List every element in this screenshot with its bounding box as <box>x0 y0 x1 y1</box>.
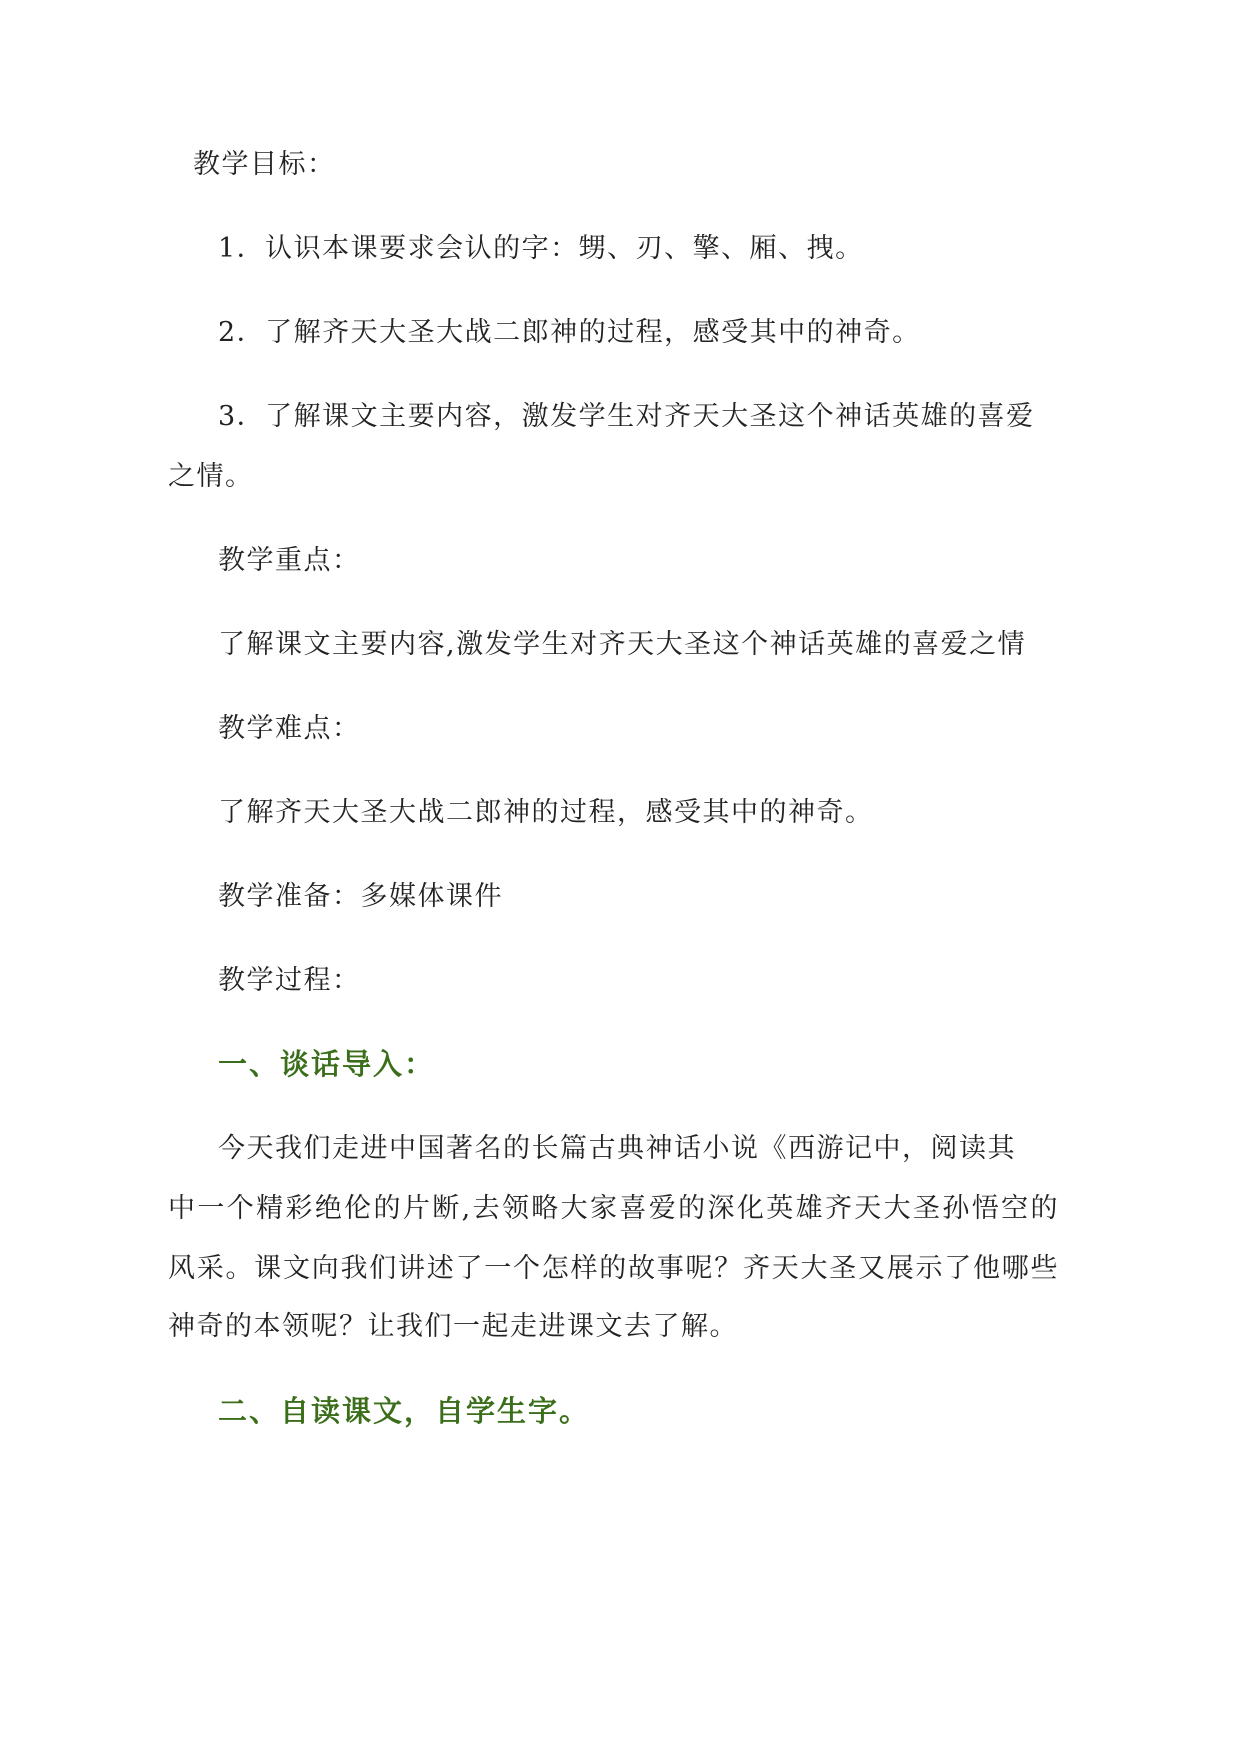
objective-item-1: 1．认识本课要求会认的字：甥、刃、擎、厢、拽。 <box>218 233 864 264</box>
intro-paragraph-line-2: 中一个精彩绝伦的片断,去领略大家喜爱的深化英雄齐天大圣孙悟空的 <box>168 1193 1058 1224</box>
difficulty-text: 了解齐天大圣大战二郎神的过程，感受其中的神奇。 <box>218 797 874 828</box>
objective-item-3-continuation: 之情。 <box>168 461 254 492</box>
objective-item-2: 2．了解齐天大圣大战二郎神的过程，感受其中的神奇。 <box>218 317 921 348</box>
objectives-title: 教学目标： <box>193 149 336 180</box>
intro-paragraph-line-1: 今天我们走进中国著名的长篇古典神话小说《西游记中，阅读其 <box>218 1133 1016 1164</box>
section-1-heading: 一、谈话导入： <box>218 1047 436 1081</box>
key-points-title: 教学重点： <box>218 545 361 576</box>
objective-item-3: 3．了解课文主要内容，激发学生对齐天大圣这个神话英雄的喜爱 <box>218 401 1035 432</box>
difficulty-title: 教学难点： <box>218 713 361 744</box>
key-points-text: 了解课文主要内容,激发学生对齐天大圣这个神话英雄的喜爱之情 <box>218 629 1027 660</box>
preparation-text: 教学准备：多媒体课件 <box>218 881 503 912</box>
section-2-heading: 二、自读课文，自学生字。 <box>218 1394 591 1428</box>
process-title: 教学过程： <box>218 965 361 996</box>
intro-paragraph-line-3: 风采。课文向我们讲述了一个怎样的故事呢？齐天大圣又展示了他哪些 <box>168 1253 1058 1284</box>
intro-paragraph-line-4: 神奇的本领呢？让我们一起走进课文去了解。 <box>168 1311 738 1342</box>
